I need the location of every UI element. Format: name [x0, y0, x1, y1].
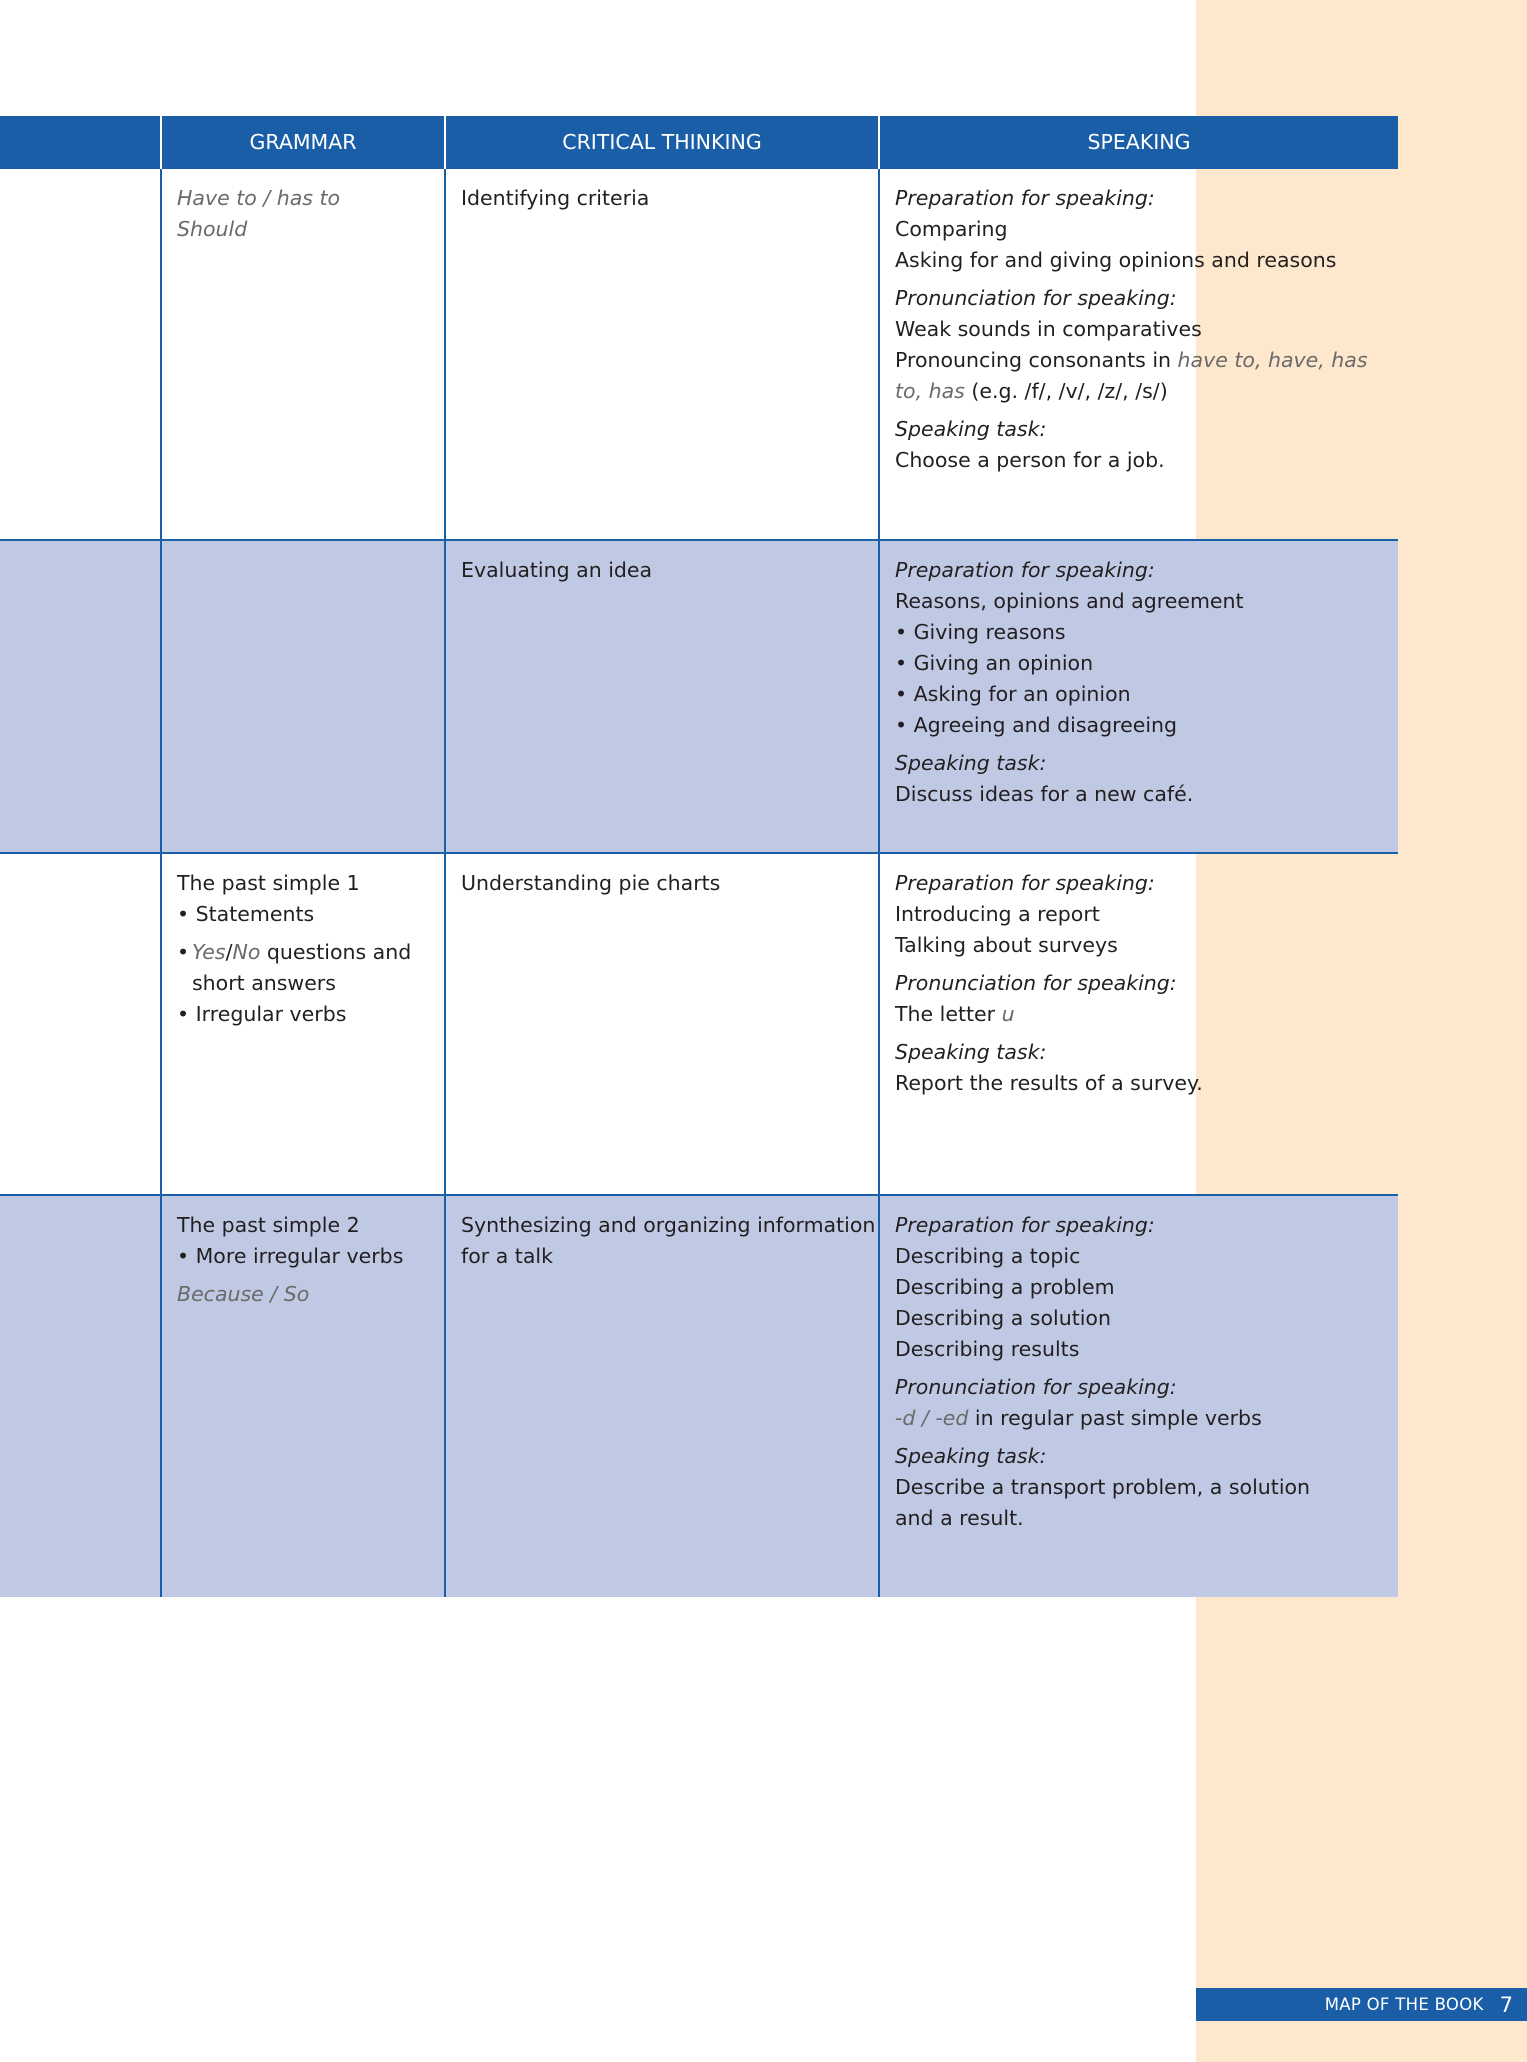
speaking-italic-text: to, has	[895, 379, 965, 403]
pron-heading: Pronunciation for speaking:	[895, 1375, 1177, 1399]
table-row	[0, 168, 1398, 540]
footer-bar	[1196, 1988, 1527, 2021]
speaking-italic-text: u	[1001, 1002, 1015, 1026]
critical-thinking-cell	[445, 853, 879, 1195]
critical-thinking-cell	[445, 1195, 879, 1597]
header-speaking: SPEAKING	[879, 116, 1398, 168]
bullet-text: Agreeing and disagreeing	[913, 713, 1178, 737]
bullet-item: • Statements	[177, 902, 315, 926]
grammar-text: short answers	[192, 971, 336, 995]
speaking-line: Describing results	[895, 1337, 1080, 1361]
grammar-line: The past simple 2	[177, 1213, 360, 1237]
pron-heading: Pronunciation for speaking:	[895, 286, 1177, 310]
unit-cell	[0, 168, 161, 540]
speaking-text: Pronouncing consonants in	[895, 348, 1178, 372]
speaking-line	[895, 376, 1388, 407]
speaking-line: Discuss ideas for a new café.	[895, 782, 1194, 806]
prep-heading: Preparation for speaking:	[895, 871, 1155, 895]
speaking-line: Asking for and giving opinions and reasons	[895, 248, 1337, 272]
speaking-line: Describing a problem	[895, 1275, 1115, 1299]
task-heading: Speaking task:	[895, 1040, 1047, 1064]
grammar-line: The past simple 1	[177, 871, 360, 895]
critical-thinking-line: Synthesizing and organizing information	[461, 1213, 876, 1237]
grammar-line: Have to / has to	[177, 186, 341, 210]
prep-heading: Preparation for speaking:	[895, 1213, 1155, 1237]
unit-cell	[0, 540, 161, 853]
speaking-line	[895, 999, 1388, 1030]
speaking-line: Describing a topic	[895, 1244, 1081, 1268]
speaking-line: Choose a person for a job.	[895, 448, 1165, 472]
grammar-cell	[161, 853, 445, 1195]
header-grammar: GRAMMAR	[161, 116, 445, 168]
speaking-cell	[879, 1195, 1398, 1597]
critical-thinking-line: Understanding pie charts	[461, 871, 721, 895]
grammar-italic-text: Yes	[192, 940, 226, 964]
bullet-text: Giving reasons	[913, 620, 1066, 644]
unit-cell	[0, 853, 161, 1195]
speaking-line: Report the results of a survey.	[895, 1071, 1203, 1095]
bullet-item: • Giving an opinion	[895, 651, 1094, 675]
page-number: 7	[1499, 1992, 1513, 2017]
bullet-text: More irregular verbs	[195, 1244, 404, 1268]
speaking-line: Reasons, opinions and agreement	[895, 589, 1244, 613]
bullet-item: • Giving reasons	[895, 620, 1066, 644]
grammar-italic-text: No	[232, 940, 261, 964]
task-heading: Speaking task:	[895, 751, 1047, 775]
table-row	[0, 853, 1398, 1195]
grammar-text: questions and	[260, 940, 412, 964]
grammar-cell	[161, 540, 445, 853]
speaking-line: Introducing a report	[895, 902, 1100, 926]
unit-cell	[0, 1195, 161, 1597]
critical-thinking-line: for a talk	[461, 1244, 553, 1268]
bullet-item: • More irregular verbs	[177, 1244, 404, 1268]
speaking-text: in regular past simple verbs	[968, 1406, 1262, 1430]
speaking-line	[895, 1403, 1388, 1434]
critical-thinking-cell	[445, 540, 879, 853]
task-heading: Speaking task:	[895, 1444, 1047, 1468]
bullet-text: Statements	[195, 902, 315, 926]
bullet-text: Giving an opinion	[913, 651, 1094, 675]
speaking-line: Talking about surveys	[895, 933, 1118, 957]
bullet-item: • Asking for an opinion	[895, 682, 1131, 706]
task-heading: Speaking task:	[895, 417, 1047, 441]
critical-thinking-line: Evaluating an idea	[461, 558, 653, 582]
speaking-cell	[879, 853, 1398, 1195]
grammar-line: Because / So	[177, 1282, 310, 1306]
grammar-text: /	[225, 940, 233, 964]
critical-thinking-line: Identifying criteria	[461, 186, 650, 210]
header-critical-thinking: CRITICAL THINKING	[445, 116, 879, 168]
speaking-text: The letter	[895, 1002, 1002, 1026]
header-col0	[0, 116, 161, 168]
grammar-line: Should	[177, 217, 248, 241]
speaking-line: Weak sounds in comparatives	[895, 317, 1202, 341]
header-row	[0, 116, 1398, 168]
speaking-line	[895, 345, 1388, 376]
prep-heading: Preparation for speaking:	[895, 186, 1155, 210]
grammar-cell	[161, 1195, 445, 1597]
bullet-item: • Irregular verbs	[177, 1002, 347, 1026]
prep-heading: Preparation for speaking:	[895, 558, 1155, 582]
bullet-text: Irregular verbs	[195, 1002, 347, 1026]
footer-section-label: MAP OF THE BOOK	[1324, 1995, 1484, 2014]
table-row	[0, 1195, 1398, 1597]
grammar-cell	[161, 168, 445, 540]
speaking-line: Describing a solution	[895, 1306, 1111, 1330]
speaking-cell	[879, 168, 1398, 540]
table-row	[0, 540, 1398, 853]
bullet-item: • Agreeing and disagreeing	[895, 713, 1178, 737]
speaking-italic-text: -d / -ed	[895, 1406, 969, 1430]
speaking-italic-text: have to, have, has	[1177, 348, 1368, 372]
bullet-item: • Yes/No questions and short answers	[177, 940, 412, 995]
map-of-book-table	[0, 116, 1398, 1597]
speaking-text: (e.g. /f/, /v/, /z/, /s/)	[964, 379, 1168, 403]
speaking-cell	[879, 540, 1398, 853]
critical-thinking-cell	[445, 168, 879, 540]
bullet-text: Asking for an opinion	[913, 682, 1131, 706]
speaking-line: and a result.	[895, 1506, 1024, 1530]
pron-heading: Pronunciation for speaking:	[895, 971, 1177, 995]
speaking-line: Comparing	[895, 217, 1008, 241]
speaking-line: Describe a transport problem, a solution	[895, 1475, 1311, 1499]
